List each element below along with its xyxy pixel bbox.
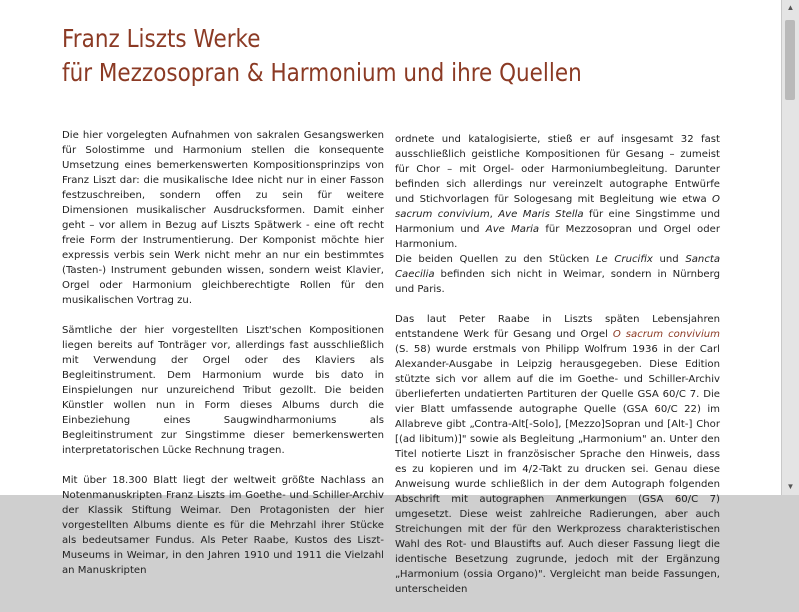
page-title bbox=[62, 22, 582, 90]
title-line-2: für Mezzosopran & Harmonium und ihre Quellen bbox=[62, 58, 582, 87]
work-title: Ave Maria bbox=[485, 224, 540, 235]
text-segment: (S. 58) wurde erstmals von Philipp Wolfrum 1936 in der Carl Alexander-Ausgabe in Leipzig herausgegeben. Diese Edition stützte sich vor allem auf die im Goethe- und Schiller-Archiv überlieferten undatierten Partituren der Quelle GSA 60/C 7. Die vier Blatt umfassende autographe Quelle (GSA 60/C 22) im Allabreve gibt „Contra-Alt[-Solo], [Mezzo]Sopran und [Alt-] Chor [(ad libitum)]" sowie als Begleitung „Harmonium" an. Unter den Titel notierte Liszt in französischer Sprache den Hinweis, dass es zu kopieren und im 4/2-Takt zu drucken sei. Genau diese Anweisung wurde schließlich in der dem Autograph folgenden Abschrift mit autographen Anmerkungen (GSA 60/C 7) umgesetzt. Diese weist zahlreiche Radierungen, aber auch Streichungen mit der für den Werkprozess charakteristischen Wahl des Rot- und Blaustifts auf. Auch dieser Fassung liegt die identische Besetzung zugrunde, jedoch mit der Ergänzung „Harmonium (ossia Organo)". Vergleicht man beide Fassungen, unterscheiden bbox=[395, 344, 720, 595]
right-text-column bbox=[395, 132, 720, 612]
work-title: Ave Maris Stella bbox=[498, 209, 584, 220]
right-paragraph-1 bbox=[395, 132, 720, 252]
scroll-thumb[interactable] bbox=[785, 20, 795, 100]
right-paragraph-3 bbox=[395, 312, 720, 597]
text-segment: für eine Singstimme und Harmonium und bbox=[395, 209, 721, 235]
right-paragraph-2 bbox=[395, 252, 720, 297]
work-title: Sancta Caecilia bbox=[395, 254, 721, 280]
text-segment: Das laut Peter Raabe in Liszts späten Lebensjahren entstandene Werk für Gesang und Orgel bbox=[395, 314, 720, 340]
text-segment: und bbox=[652, 254, 686, 265]
left-paragraph-1: Die hier vorgelegten Aufnahmen von sakralen Gesangswerken für Solostimme und Harmonium stellen die konsequente Umsetzung eines bemerkenswerten Kompositionsprinzips von Franz Liszt dar: die musikalische Idee nicht nur in einer Fasson festzuschreiben, sondern offen zu sein für weitere Dimensionen musikalischer Ausdrucksformen. Damit einher geht – vor allem in Bezug auf Liszts Spätwerk - eine oft recht freie Form der Instrumentierung. Der Komponist möchte hier expressis verbis sein Werk nicht mehr an nur ein bestimmtes (Tasten-) Instrument gebunden wissen, sondern weist Klavier, Orgel oder Harmonium gleichberechtigte Rollen für den musikalischen Vortrag zu. bbox=[62, 130, 384, 306]
left-paragraph-2: Sämtliche der hier vorgestellten Liszt'schen Kompositionen liegen bereits auf Tonträger vor, allerdings fast ausschließlich mit Verwendung der Orgel oder des Klaviers als Begleitinstrument. Dem Harmonium wurde bis dato in Einspielungen nur unzureichend Tribut gezollt. Die beiden Künstler wollen nun in Form dieses Albums durch die Einbeziehung eines Saugwindharmoniums als Begleitinstrument zur Singstimme dieser bemerkenswerten interpretatorischen Lücke Rechnung tragen. bbox=[62, 325, 384, 456]
work-title: Le Crucifix bbox=[595, 254, 653, 265]
left-paragraph-3: Mit über 18.300 Blatt liegt der weltweit größte Nachlass an Notenmanuskripten Franz Liszts im Goethe- und Schiller-Archiv der Klassik Stiftung Weimar. Den Protagonisten der hier vorgestellten Albums diente es für die Mehrzahl ihrer Stücke als bedeutsamer Fundus. Als Peter Raabe, Kustos des Liszt-Museums in Weimar, in den Jahren 1910 und 1911 die Vielzahl an Manuskripten bbox=[62, 475, 384, 576]
scroll-down-icon[interactable]: ▼ bbox=[786, 482, 795, 491]
text-segment: ordnete und katalogisierte, stieß er auf insgesamt 32 fast ausschließlich geistliche Kompositionen für Gesang – zumeist für Chor – mit Orgel- oder Harmoniumbegleitung. Darunter befinden sich allerdings nur vereinzelt autographe Entwürfe und Stichvorlagen für Sologesang mit Begleitung wie etwa bbox=[395, 134, 720, 205]
title-line-1: Franz Liszts Werke bbox=[62, 24, 261, 53]
text-segment: , bbox=[489, 209, 499, 220]
text-segment: befinden sich nicht in Weimar, sondern in Nürnberg und Paris. bbox=[395, 269, 720, 295]
text-segment: für Mezzosopran und Orgel oder Harmonium. bbox=[395, 224, 720, 250]
scroll-up-icon[interactable]: ▲ bbox=[786, 3, 795, 12]
work-title: O sacrum convivium bbox=[395, 194, 720, 220]
vertical-scrollbar[interactable] bbox=[781, 0, 799, 495]
work-title-accent: O sacrum convivium bbox=[612, 329, 720, 340]
text-segment: Die beiden Quellen zu den Stücken bbox=[395, 254, 596, 265]
left-text-column bbox=[62, 128, 384, 593]
